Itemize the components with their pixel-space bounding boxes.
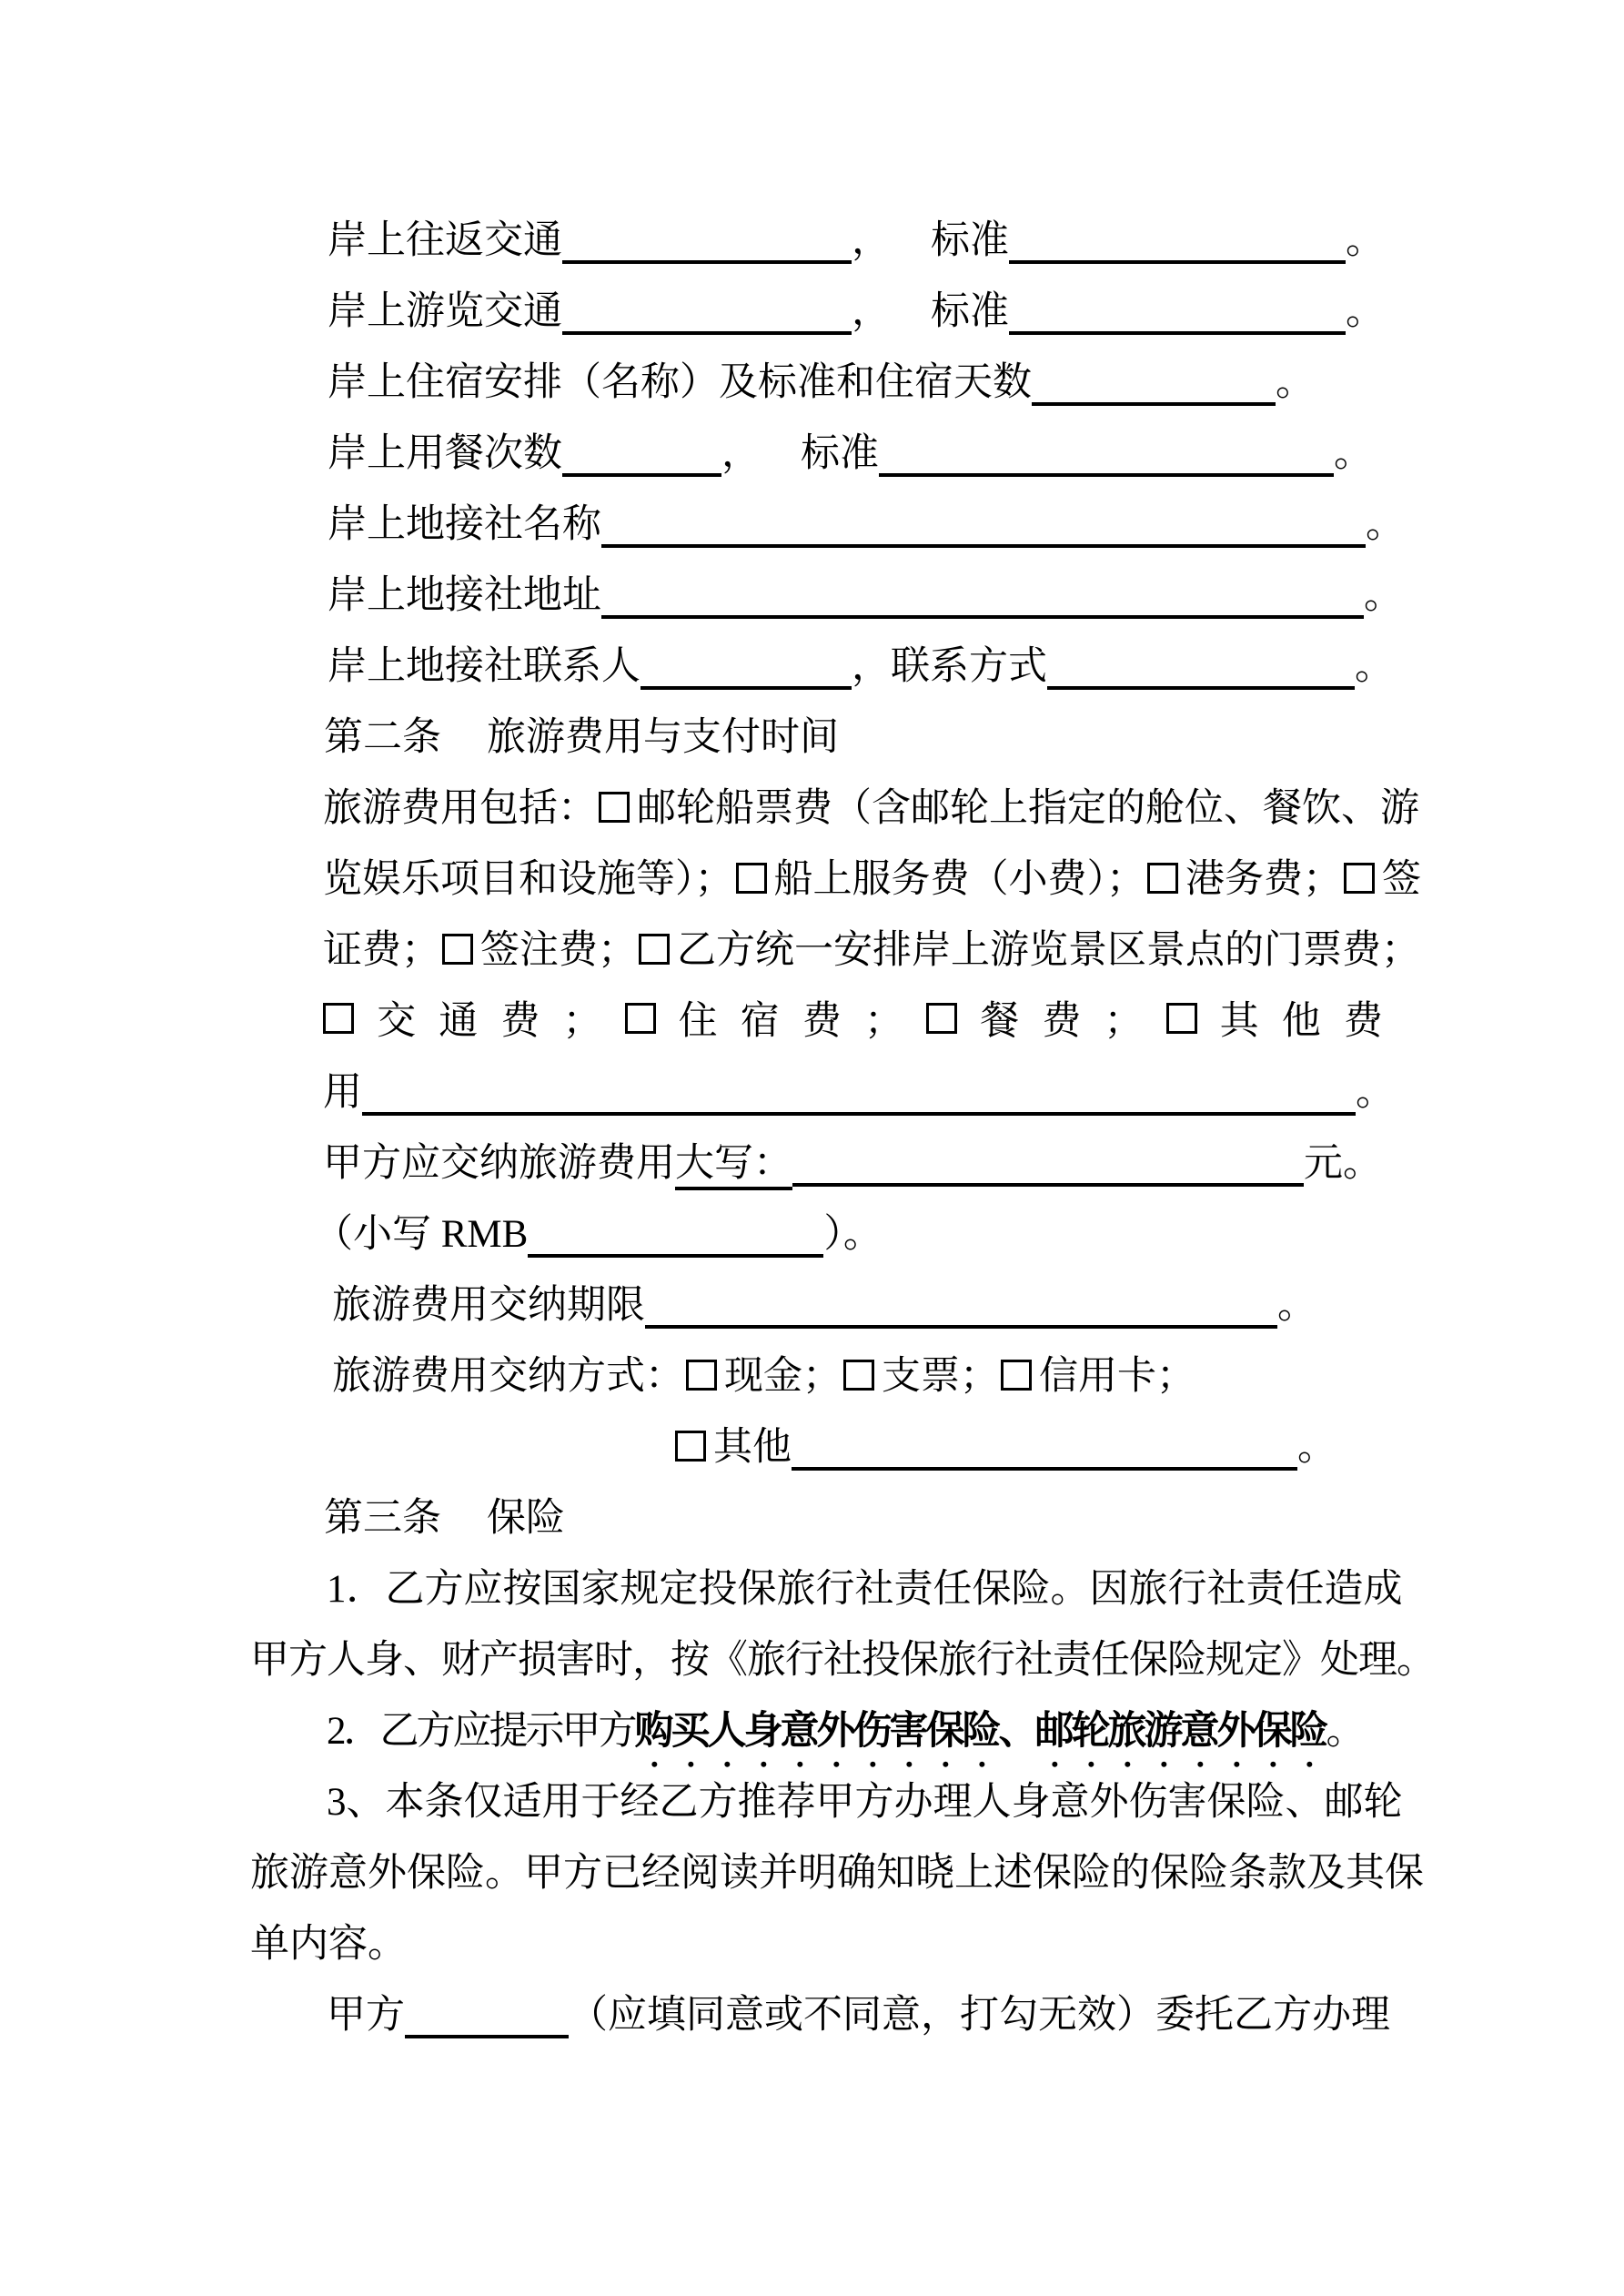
text-run: 住 (678, 1000, 718, 1043)
line-insurance-3c (250, 1919, 407, 1970)
text-run: ； (562, 1000, 602, 1043)
checkbox-cash[interactable] (686, 1360, 717, 1391)
checkbox-transport-fee[interactable] (323, 1003, 354, 1034)
blank-amount-rmb[interactable] (528, 1254, 823, 1258)
line-fees-include-4 (323, 996, 1383, 1047)
text-run: 甲方 (327, 1994, 405, 2037)
text-run: 信用卡； (1039, 1355, 1195, 1398)
text-run: 交 (377, 1000, 417, 1043)
text-run: 旅游费用与支付时间 (487, 716, 839, 759)
blank-excursion-standard[interactable] (1009, 331, 1346, 335)
text-run: 其 (1219, 1000, 1259, 1043)
text-run: 其他 (713, 1426, 792, 1469)
checkbox-meal-fee[interactable] (926, 1003, 957, 1034)
blank-agency-address[interactable] (601, 615, 1364, 619)
text-run: 。 (1276, 361, 1315, 404)
line-fee-payment-other (673, 1422, 1337, 1473)
text-run: 费 (1343, 1000, 1383, 1043)
checkbox-port-fee[interactable] (1147, 863, 1178, 894)
text-run: 岸上用餐次数 (328, 432, 562, 475)
text-run: 。 (1277, 1284, 1316, 1327)
line-insurance-1b (250, 1635, 1435, 1686)
blank-agency-contact[interactable] (641, 686, 852, 690)
text-run: ，联系方式 (852, 645, 1047, 688)
checkbox-endorsement-fee[interactable] (442, 934, 473, 965)
text-run: 证费； (323, 929, 440, 972)
line-fee-amount-capital (323, 1138, 1382, 1189)
text-run: 1．乙方应按国家规定投保旅行社责任保险。因旅行社责任造成 (327, 1568, 1403, 1611)
text-run: 签 (1382, 858, 1421, 901)
blank-accommodation-days[interactable] (1032, 402, 1276, 406)
text-run: 岸上游览交通 (328, 290, 562, 333)
text-run: 岸上地接社联系人 (328, 645, 641, 688)
checkbox-attraction-ticket-fee[interactable] (639, 934, 670, 965)
text-run: ， (852, 290, 891, 333)
blank-roundtrip-standard[interactable] (1009, 260, 1346, 264)
line-insurance-3b (250, 1848, 1424, 1899)
text-run: （小写 RMB (314, 1213, 529, 1256)
text-run: 第二条 (324, 716, 441, 759)
text-run: 旅游意外保险。甲方已经阅读并明确知晓上述保险的保险条款及其保 (250, 1852, 1424, 1895)
checkbox-cheque[interactable] (843, 1360, 874, 1391)
checkbox-credit-card[interactable] (1001, 1360, 1032, 1391)
checkbox-onboard-service-fee[interactable] (736, 863, 767, 894)
heading-article-2 (324, 713, 839, 764)
text-run: 岸上地接社名称 (328, 503, 601, 546)
line-fees-include-2 (323, 855, 1421, 905)
text-run: 通 (439, 1000, 479, 1043)
text-run: 标准 (931, 219, 1009, 262)
text-run: 支票； (882, 1355, 999, 1398)
text-run: ； (1104, 1000, 1144, 1043)
line-shore-agency-contact (328, 642, 1394, 693)
line-insurance-3a (327, 1777, 1403, 1828)
line-shore-meals (328, 429, 1373, 480)
text-run: 费 (802, 1000, 842, 1043)
text-run: 费 (1042, 1000, 1082, 1043)
text-run: 邮轮船票费（含邮轮上指定的舱位、餐饮、游 (637, 787, 1419, 830)
checkbox-cruise-ticket-fee[interactable] (599, 792, 630, 823)
checkbox-visa-fee[interactable] (1344, 863, 1375, 894)
text-run: 旅游费用交纳期限 (332, 1284, 645, 1327)
blank-other-fee[interactable] (362, 1112, 1356, 1116)
text-run: 。 (1326, 1710, 1363, 1753)
text-run: 旅游费用包括： (323, 787, 597, 830)
blank-amount-capital[interactable] (792, 1183, 1304, 1187)
text-run: 3、本条仅适用于经乙方推荐甲方办理人身意外伤害保险、邮轮 (327, 1781, 1403, 1824)
text-run: ， (852, 219, 891, 262)
blank-roundtrip-transport[interactable] (562, 260, 852, 264)
line-shore-excursion-transport (328, 287, 1385, 338)
line-insurance-1a (327, 1564, 1403, 1615)
line-shore-agency-name (328, 500, 1405, 551)
text-run: 第三条 (324, 1497, 441, 1540)
checkbox-other-payment[interactable] (675, 1431, 706, 1462)
spacer (891, 323, 931, 324)
spacer (891, 252, 931, 253)
text-run: 岸上往返交通 (328, 219, 562, 262)
blank-meal-standard[interactable] (879, 473, 1334, 477)
text-run: 现金； (724, 1355, 842, 1398)
text-run: 甲方人身、财产损害时，按《旅行社投保旅行社责任保险规定》处理。 (250, 1639, 1435, 1682)
text-run: 船上服务费（小费）； (773, 858, 1145, 901)
text-run: （应填同意或不同意，打勾无效）委托乙方办理 (569, 1994, 1390, 2037)
line-entrust-agreement (327, 1990, 1390, 2041)
line-fees-include-3 (323, 925, 1420, 976)
text-run: ， (721, 432, 761, 475)
spacer (761, 465, 801, 466)
checkbox-other-fee[interactable] (1166, 1003, 1197, 1034)
text-run: 签注费； (480, 929, 637, 972)
text-run: 乙方统一安排岸上游览景区景点的门票费； (677, 929, 1420, 972)
blank-agency-name[interactable] (601, 544, 1366, 548)
text-run: 港务费； (1185, 858, 1342, 901)
text-run: 餐 (980, 1000, 1020, 1043)
text-run: 。 (1297, 1426, 1337, 1469)
text-run: 甲方应交纳旅游费用 (323, 1142, 675, 1185)
emphasized-insurance-text: 购买人身意外伤害保险、邮轮旅游意外保险 (634, 1710, 1326, 1753)
text-run: 。 (1334, 432, 1373, 475)
text-run: ）。 (823, 1213, 883, 1256)
line-insurance-2 (327, 1706, 1363, 1757)
text-run: 2．乙方应提示甲方 (327, 1710, 635, 1753)
text-run: 岸上地接社地址 (328, 574, 601, 617)
text-run: 保险 (487, 1497, 565, 1540)
blank-contact-method[interactable] (1047, 686, 1355, 690)
text-run: 旅游费用交纳方式： (332, 1355, 684, 1398)
text-run: 单内容。 (250, 1923, 407, 1966)
blank-meal-count[interactable] (562, 473, 721, 477)
text-run: 岸上住宿安排（名称）及标准和住宿天数 (328, 361, 1032, 404)
blank-excursion-transport[interactable] (562, 331, 852, 335)
line-fee-payment-deadline (332, 1280, 1316, 1331)
text-run: 他 (1281, 1000, 1321, 1043)
text-run: 标准 (931, 290, 1009, 333)
text-run: ； (863, 1000, 903, 1043)
line-fee-payment-method (332, 1351, 1195, 1402)
text-run: 宿 (740, 1000, 780, 1043)
checkbox-accommodation-fee[interactable] (625, 1003, 656, 1034)
line-shore-roundtrip-transport (328, 216, 1385, 267)
text-run: 费 (500, 1000, 540, 1043)
text-run: 。 (1346, 290, 1385, 333)
blank-party-a-consent[interactable] (405, 2035, 569, 2038)
text-run: 。 (1355, 645, 1394, 688)
text-run: 。 (1366, 503, 1405, 546)
line-fees-include-5 (323, 1067, 1395, 1118)
spacer (441, 749, 487, 750)
text-run: 览娱乐项目和设施等）； (323, 858, 734, 901)
text-run: 。 (1356, 1071, 1395, 1114)
heading-article-3 (324, 1493, 565, 1544)
line-fee-amount-rmb (314, 1209, 883, 1260)
spacer (441, 1530, 487, 1531)
line-shore-agency-address (328, 571, 1403, 622)
text-run: 。 (1364, 574, 1403, 617)
line-fees-include-1 (323, 784, 1419, 834)
blank-other-payment[interactable] (792, 1467, 1297, 1471)
text-run: 元。 (1304, 1142, 1382, 1185)
line-shore-accommodation (328, 358, 1315, 409)
text-run: 大写： (675, 1142, 792, 1185)
text-run: 。 (1346, 219, 1385, 262)
text-run: 用 (323, 1071, 362, 1114)
text-run: 标准 (801, 432, 879, 475)
blank-payment-deadline[interactable] (645, 1325, 1277, 1329)
